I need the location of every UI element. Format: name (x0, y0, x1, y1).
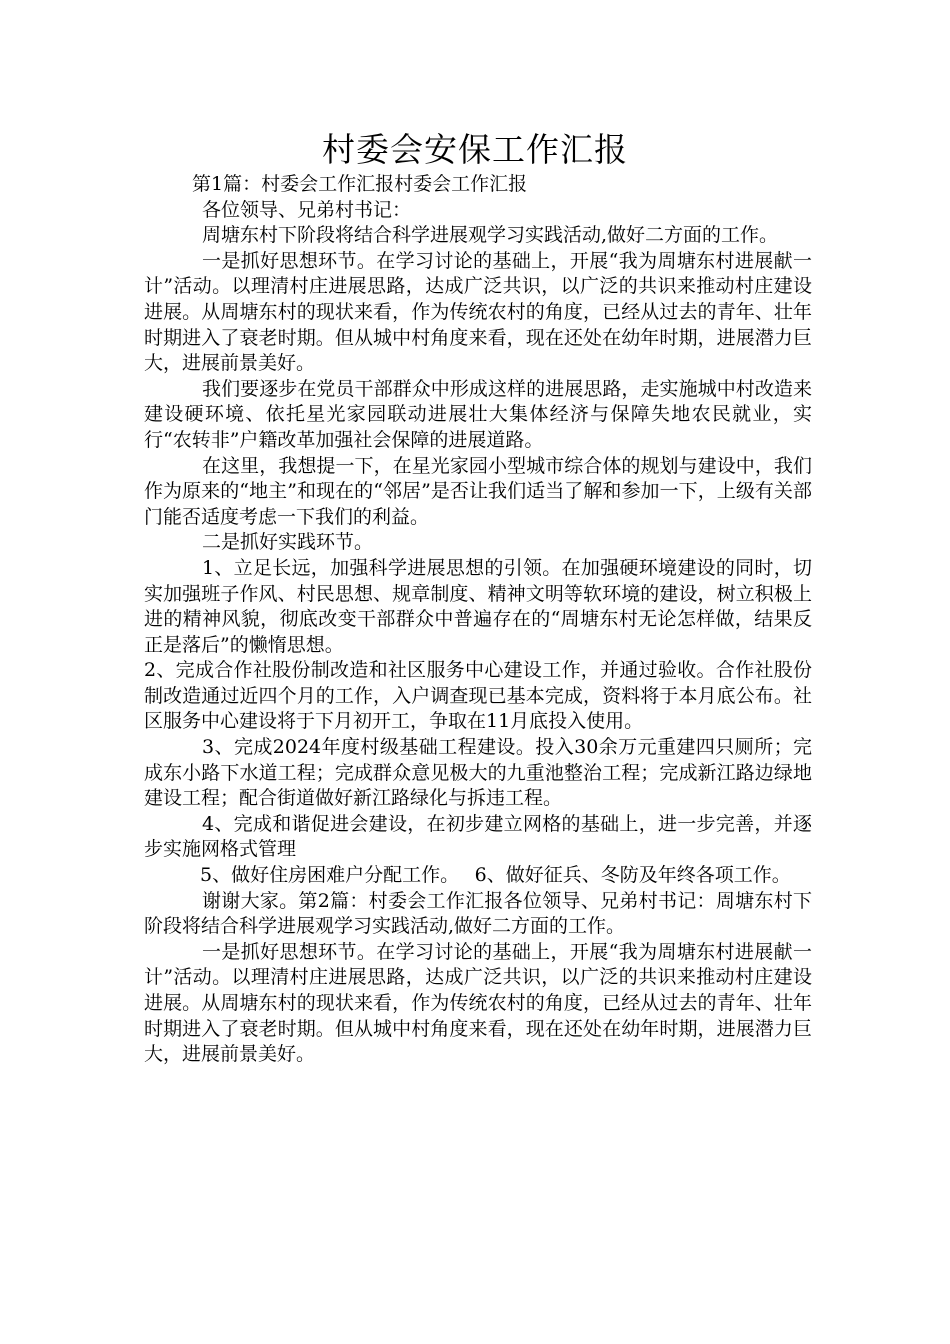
paragraph: 各位领导、兄弟村书记： (202, 198, 412, 221)
paragraph: 一是抓好思想环节。在学习讨论的基础上，开展“我为周塘东村进展献一计”活动。以理清村庄进展思路，达成广泛共识，以广泛的共识来推动村庄建设进展。从周塘东村的现状来看，作为传统农村的角度，已经从过去的青年、壮年时期进入了衰老时期。但从城中村角度来看，现在还处在幼年时期，进展潜力巨大，进展前景美好。 (144, 249, 812, 375)
document-title: 村委会安保工作汇报 (322, 130, 628, 169)
paragraph: 二是抓好实践环节。 (202, 531, 374, 554)
paragraph: 3、完成2024年度村级基础工程建设。投入30余万元重建四只厕所；完成东小路下水道工程；完成群众意见极大的九重池整治工程；完成新江路边绿地建设工程；配合街道做好新江路绿化与拆违工程。 (144, 736, 812, 810)
paragraph: 2、完成合作社股份制改造和社区服务中心建设工作，并通过验收。合作社股份制改造通过近四个月的工作，入户调查现已基本完成，资料将于本月底公布。社区服务中心建设将于下月初开工，争取在11月底投入使用。 (144, 659, 812, 733)
paragraph: 我们要逐步在党员干部群众中形成这样的进展思路，走实施城中村改造来建设硬环境、依托星光家园联动进展壮大集体经济与保障失地农民就业，实行“农转非”户籍改革加强社会保障的进展道路。 (144, 377, 812, 451)
paragraph: 一是抓好思想环节。在学习讨论的基础上，开展“我为周塘东村进展献一计”活动。以理清村庄进展思路，达成广泛共识，以广泛的共识来推动村庄建设进展。从周塘东村的现状来看，作为传统农村的角度，已经从过去的青年、壮年时期进入了衰老时期。但从城中村角度来看，现在还处在幼年时期，进展潜力巨大，进展前景美好。 (144, 940, 812, 1066)
document-body (144, 172, 812, 1068)
paragraph: 在这里，我想提一下，在星光家园小型城市综合体的规划与建设中，我们作为原来的“地主”和现在的“邻居”是否让我们适当了解和参加一下，上级有关部门能否适度考虑一下我们的利益。 (144, 454, 812, 528)
paragraph: 周塘东村下阶段将结合科学进展观学习实践活动,做好二方面的工作。 (202, 224, 779, 247)
paragraph: 5、做好住房困难户分配工作。 6、做好征兵、冬防及年终各项工作。 (200, 864, 791, 887)
paragraph: 4、完成和谐促进会建设，在初步建立网格的基础上，进一步完善，并逐步实施网格式管理 (144, 812, 812, 861)
paragraph: 1、立足长远，加强科学进展思想的引领。在加强硬环境建设的同时，切实加强班子作风、村民思想、规章制度、精神文明等软环境的建设，树立积极上进的精神风貌，彻底改变干部群众中普遍存在的“周塘东村无论怎样做，结果反正是落后”的懒惰思想。 (144, 556, 812, 656)
paragraph: 第1篇：村委会工作汇报村委会工作汇报 (192, 173, 528, 195)
paragraph: 谢谢大家。第2篇：村委会工作汇报各位领导、兄弟村书记：周塘东村下阶段将结合科学进展观学习实践活动,做好二方面的工作。 (144, 889, 812, 938)
